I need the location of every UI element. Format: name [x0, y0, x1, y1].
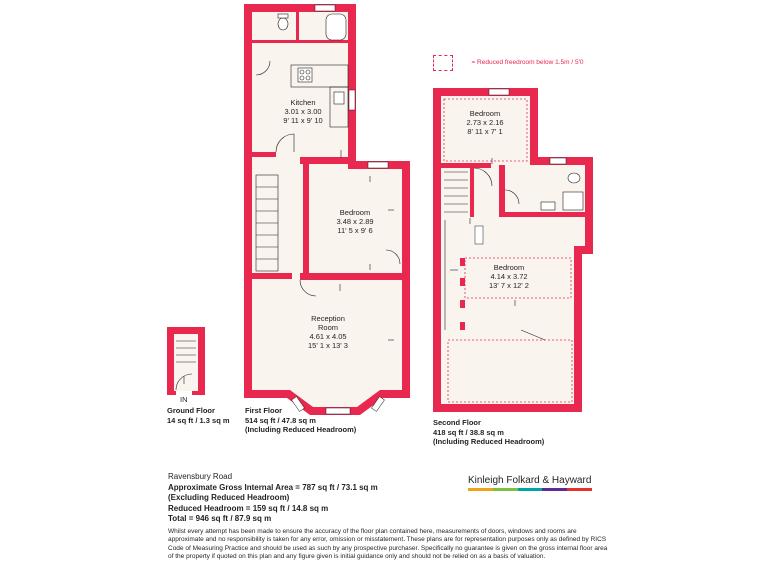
room-imperial: 8' 11 x 7' 1: [467, 127, 503, 136]
floor-title: Ground Floor: [167, 406, 215, 415]
bedroom-bottom-wall: [300, 273, 402, 280]
room-name: Bedroom: [493, 263, 525, 272]
room-label-kitchen: [270, 98, 336, 125]
floor-title: Second Floor: [433, 418, 481, 427]
room-imperial: 13' 7 x 12' 2: [489, 281, 529, 290]
floor-title: First Floor: [245, 406, 283, 415]
disclaimer-text: Whilst every attempt has been made to ensure the accuracy of the floor plan contained here, measurements of doors, windows and rooms are approximate and no responsibility is taken for any error, omission or misstatement. These plans are for representation purposes only as defined by RICS Code of Measuring Practice and should be used as such by any prospective purchaser. Specifically no guarantee is given on the gross internal floor area of the property if quoted on this plan and any figure given is initial guidance only and should not be relied on as a basis of valuation.: [168, 528, 608, 561]
ground-floor-label: [167, 406, 230, 425]
brand-bar-segment: [493, 488, 518, 491]
room-metric: 4.61 x 4.05: [309, 332, 347, 341]
room-label-bedroom-first: [320, 208, 390, 235]
kitchen-bottom-wall: [300, 157, 348, 164]
brand-bar-segment: [468, 488, 493, 491]
stair-divider: [470, 165, 474, 217]
room-name: Bedroom: [339, 208, 371, 217]
first-floor-label: [245, 406, 356, 435]
second-floor-interior: [441, 96, 585, 404]
reduced-headroom-area: Reduced Headroom = 159 sq ft / 14.8 sq m: [168, 503, 329, 513]
property-address: Ravensbury Road: [168, 472, 233, 481]
room-name: Reception: [311, 314, 345, 323]
room-imperial: 9' 11 x 9' 10: [283, 116, 323, 125]
room-metric: 2.73 x 2.16: [466, 118, 504, 127]
legend-text: = Reduced freedroom below 1.5m / 5'0: [471, 59, 584, 67]
total-area: Total = 946 sq ft / 87.9 sq m: [168, 514, 272, 523]
room-imperial: 15' 1 x 13' 3: [308, 341, 348, 350]
bedroom-left-wall: [303, 164, 309, 276]
room-label-bedroom-main: [474, 263, 544, 290]
floor-area: 14 sq ft / 1.3 sq m: [167, 415, 230, 425]
room-metric: 4.14 x 3.72: [490, 272, 528, 281]
brand-bar-segment: [567, 488, 592, 491]
room-metric: 3.01 x 3.00: [284, 107, 322, 116]
second-floor-plan: [433, 88, 593, 412]
room-label-bedroom-top: [450, 109, 520, 136]
bedroom-top-bottom-wall: [441, 163, 491, 168]
room-name-line2: Room: [317, 323, 338, 332]
room-metric: 3.48 x 2.89: [336, 217, 374, 226]
bathroom-bottom-wall: [499, 212, 585, 217]
landing-left-wall: [252, 152, 276, 157]
floor-note: (Including Reduced Headroom): [245, 425, 357, 434]
stair-wall: [252, 273, 292, 279]
floor-area: 514 sq ft / 47.8 sq m: [245, 415, 316, 425]
legend: [433, 54, 583, 72]
area-summary: [168, 472, 378, 525]
bathroom-partition: [499, 165, 505, 217]
brand-bar-segment: [542, 488, 567, 491]
floor-area: 418 sq ft / 38.8 sq m: [433, 427, 504, 437]
floor-note: (Including Reduced Headroom): [433, 437, 545, 446]
wc-partition: [296, 12, 299, 42]
agency-logo-text: Kinleigh Folkard & Hayward: [468, 475, 592, 486]
brand-bar-segment: [518, 488, 543, 491]
entrance-label: IN: [180, 395, 188, 404]
agency-logo-bar: [468, 488, 592, 491]
ground-floor-plan: [167, 327, 205, 395]
gross-area: Approximate Gross Internal Area = 787 sq ft / 73.1 sq m: [168, 482, 378, 492]
room-label-reception: [290, 314, 366, 350]
room-name: Kitchen: [290, 98, 316, 107]
room-imperial: 11' 5 x 9' 6: [337, 226, 373, 235]
second-floor-label: [433, 418, 544, 447]
room-name: Bedroom: [469, 109, 501, 118]
reduced-headroom-legend-swatch: [433, 55, 453, 71]
gross-area-note: (Excluding Reduced Headroom): [168, 493, 290, 502]
kitchen-top-wall: [252, 40, 348, 43]
